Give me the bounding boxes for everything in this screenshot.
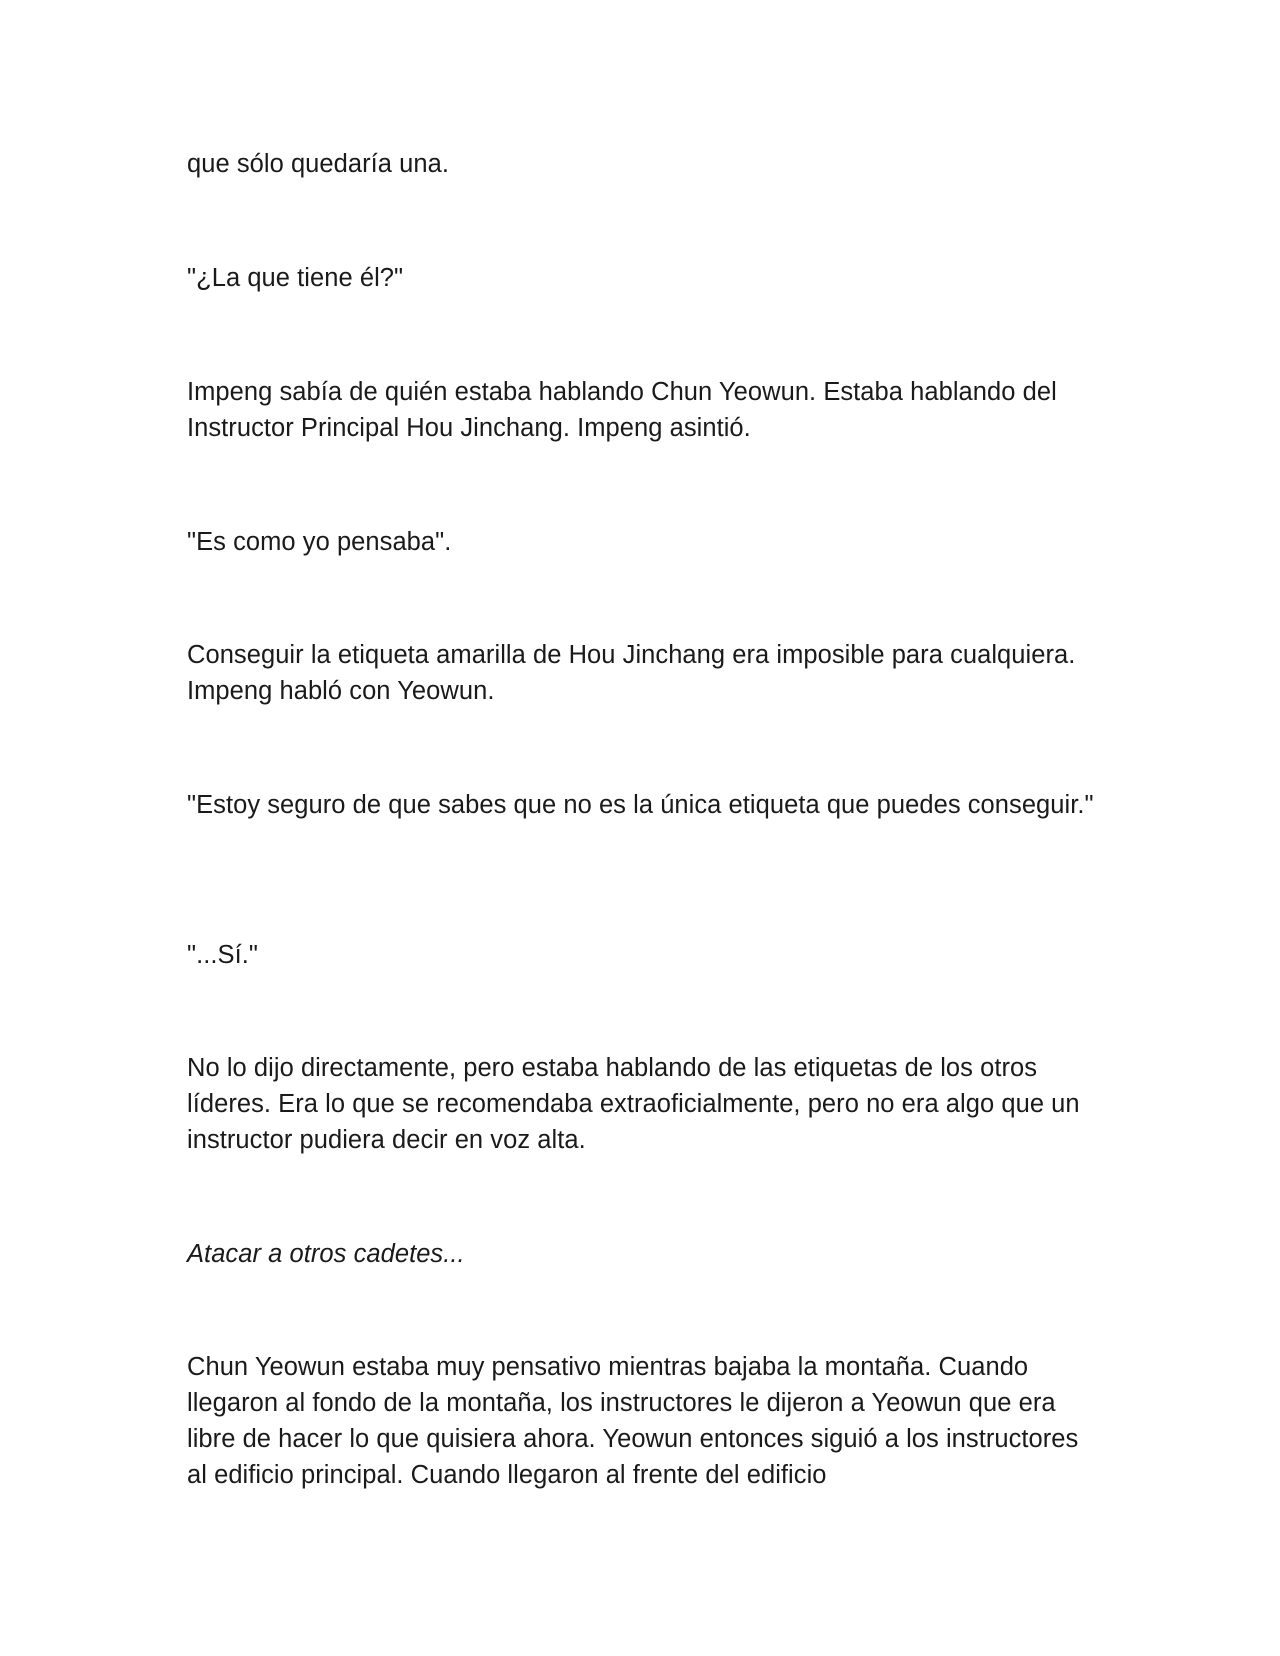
paragraph-italic: Atacar a otros cadetes...: [187, 1240, 465, 1268]
paragraph: "Es como yo pensaba".: [187, 528, 452, 556]
paragraph: Impeng sabía de quién estaba hablando Chun Yeowun. Estaba hablando del Instructor Principal Hou Jinchang. Impeng asintió.: [187, 378, 1057, 442]
paragraph: No lo dijo directamente, pero estaba hablando de las etiquetas de los otros líderes. Era lo que se recomendaba extraoficialmente, pero no era algo que un instructor pudiera decir en voz alta.: [187, 1054, 1080, 1154]
paragraph: Chun Yeowun estaba muy pensativo mientras bajaba la montaña. Cuando llegaron al fondo de la montaña, los instructores le dijeron a Yeowun que era libre de hacer lo que quisiera ahora. Yeowun entonces siguió a los instructores al edificio principal. Cuando llegaron al frente del edificio: [187, 1353, 1079, 1489]
paragraph: "¿La que tiene él?": [187, 264, 404, 292]
paragraph: Conseguir la etiqueta amarilla de Hou Jinchang era imposible para cualquiera. Impeng habló con Yeowun.: [187, 641, 1076, 705]
paragraph: "Estoy seguro de que sabes que no es la única etiqueta que puedes conseguir.": [187, 791, 1094, 819]
paragraph: "...Sí.": [187, 941, 258, 969]
paragraph: que sólo quedaría una.: [187, 150, 449, 178]
